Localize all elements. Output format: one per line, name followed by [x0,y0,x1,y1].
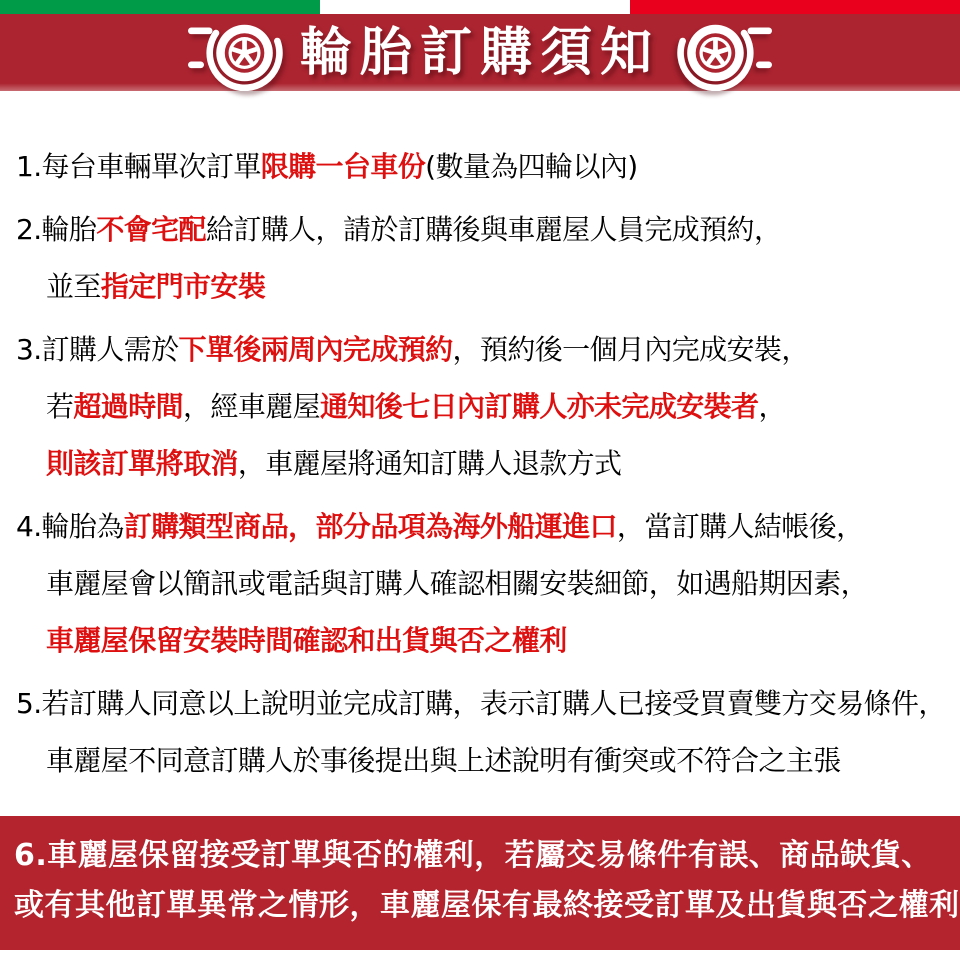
notice-item [16,675,954,789]
notice-line [16,675,954,732]
text-segment: ，車麗屋將通知訂購人退款方式 [237,447,622,480]
page-title: 輪胎訂購須知 [299,22,660,83]
notice-line [16,555,954,612]
text-segment: ，經車麗屋 [183,390,321,423]
notice-line [16,321,954,378]
text-segment: 給訂購人，請於訂購後與車麗屋人員完成預約， [205,213,782,246]
text-segment: 不會宅配 [96,213,206,246]
text-segment: 限購一台車份 [260,150,426,183]
text-segment: 4.輪胎為 [16,510,124,543]
notice-line [16,435,954,492]
text-segment: ，預約後一個月內完成安裝， [452,333,809,366]
notice-line [16,201,954,258]
text-segment: 車麗屋會以簡訊或電話與訂購人確認相關安裝細節，如遇船期因素， [46,567,869,600]
footer-line: 或有其他訂單異常之情形，車麗屋保有最終接受訂單及出貨與否之權利 [14,888,960,923]
text-segment: 3.訂購人需於 [16,333,179,366]
notice-list [0,91,960,789]
tire-icon [188,15,286,91]
text-segment: 車麗屋不同意訂購人於事後提出與上述說明有衝突或不符合之主張 [46,744,841,777]
text-segment: ，當訂購人結帳後， [616,510,864,543]
notice-line [16,612,954,669]
notice-line [16,138,954,195]
stripe-red-segment [630,0,960,14]
text-segment: ， [758,390,786,423]
text-segment: 若 [46,390,74,423]
text-segment: 1.每台車輛單次訂單 [16,150,261,183]
text-segment: 指定門市安裝 [100,270,266,303]
text-segment: 並至 [46,270,101,303]
text-segment: 下單後兩周內完成預約 [178,333,453,366]
footer-notice [0,816,960,950]
notice-item [16,138,954,195]
notice-item [16,321,954,492]
text-segment: 則該訂單將取消 [46,447,238,480]
notice-item [16,201,954,315]
footer-lines [14,831,960,931]
text-segment: 通知後七日內訂購人亦未完成安裝者 [320,390,759,423]
text-segment: 5.若訂購人同意以上說明並完成訂購，表示訂購人已接受買賣雙方交易條件， [16,687,946,720]
notice-line [16,258,954,315]
stripe-green-segment [0,0,320,14]
notice-line [16,498,954,555]
tire-icon-mirrored [674,15,772,91]
title-banner [0,14,960,91]
text-segment: 超過時間 [73,390,184,423]
text-segment: 訂購類型商品，部分品項為海外船運進口 [123,510,617,543]
text-segment: 車麗屋保留安裝時間確認和出貨與否之權利 [46,624,567,657]
notice-line [16,732,954,789]
notice-item [16,498,954,669]
notice-line [16,378,954,435]
text-segment: 2.輪胎 [16,213,97,246]
tricolor-stripe [0,0,960,14]
stripe-white-segment [320,0,630,14]
text-segment: (數量為四輪以內) [425,150,638,183]
footer-line: 6.車麗屋保留接受訂單與否的權利，若屬交易條件有誤、商品缺貨、 [14,838,932,873]
